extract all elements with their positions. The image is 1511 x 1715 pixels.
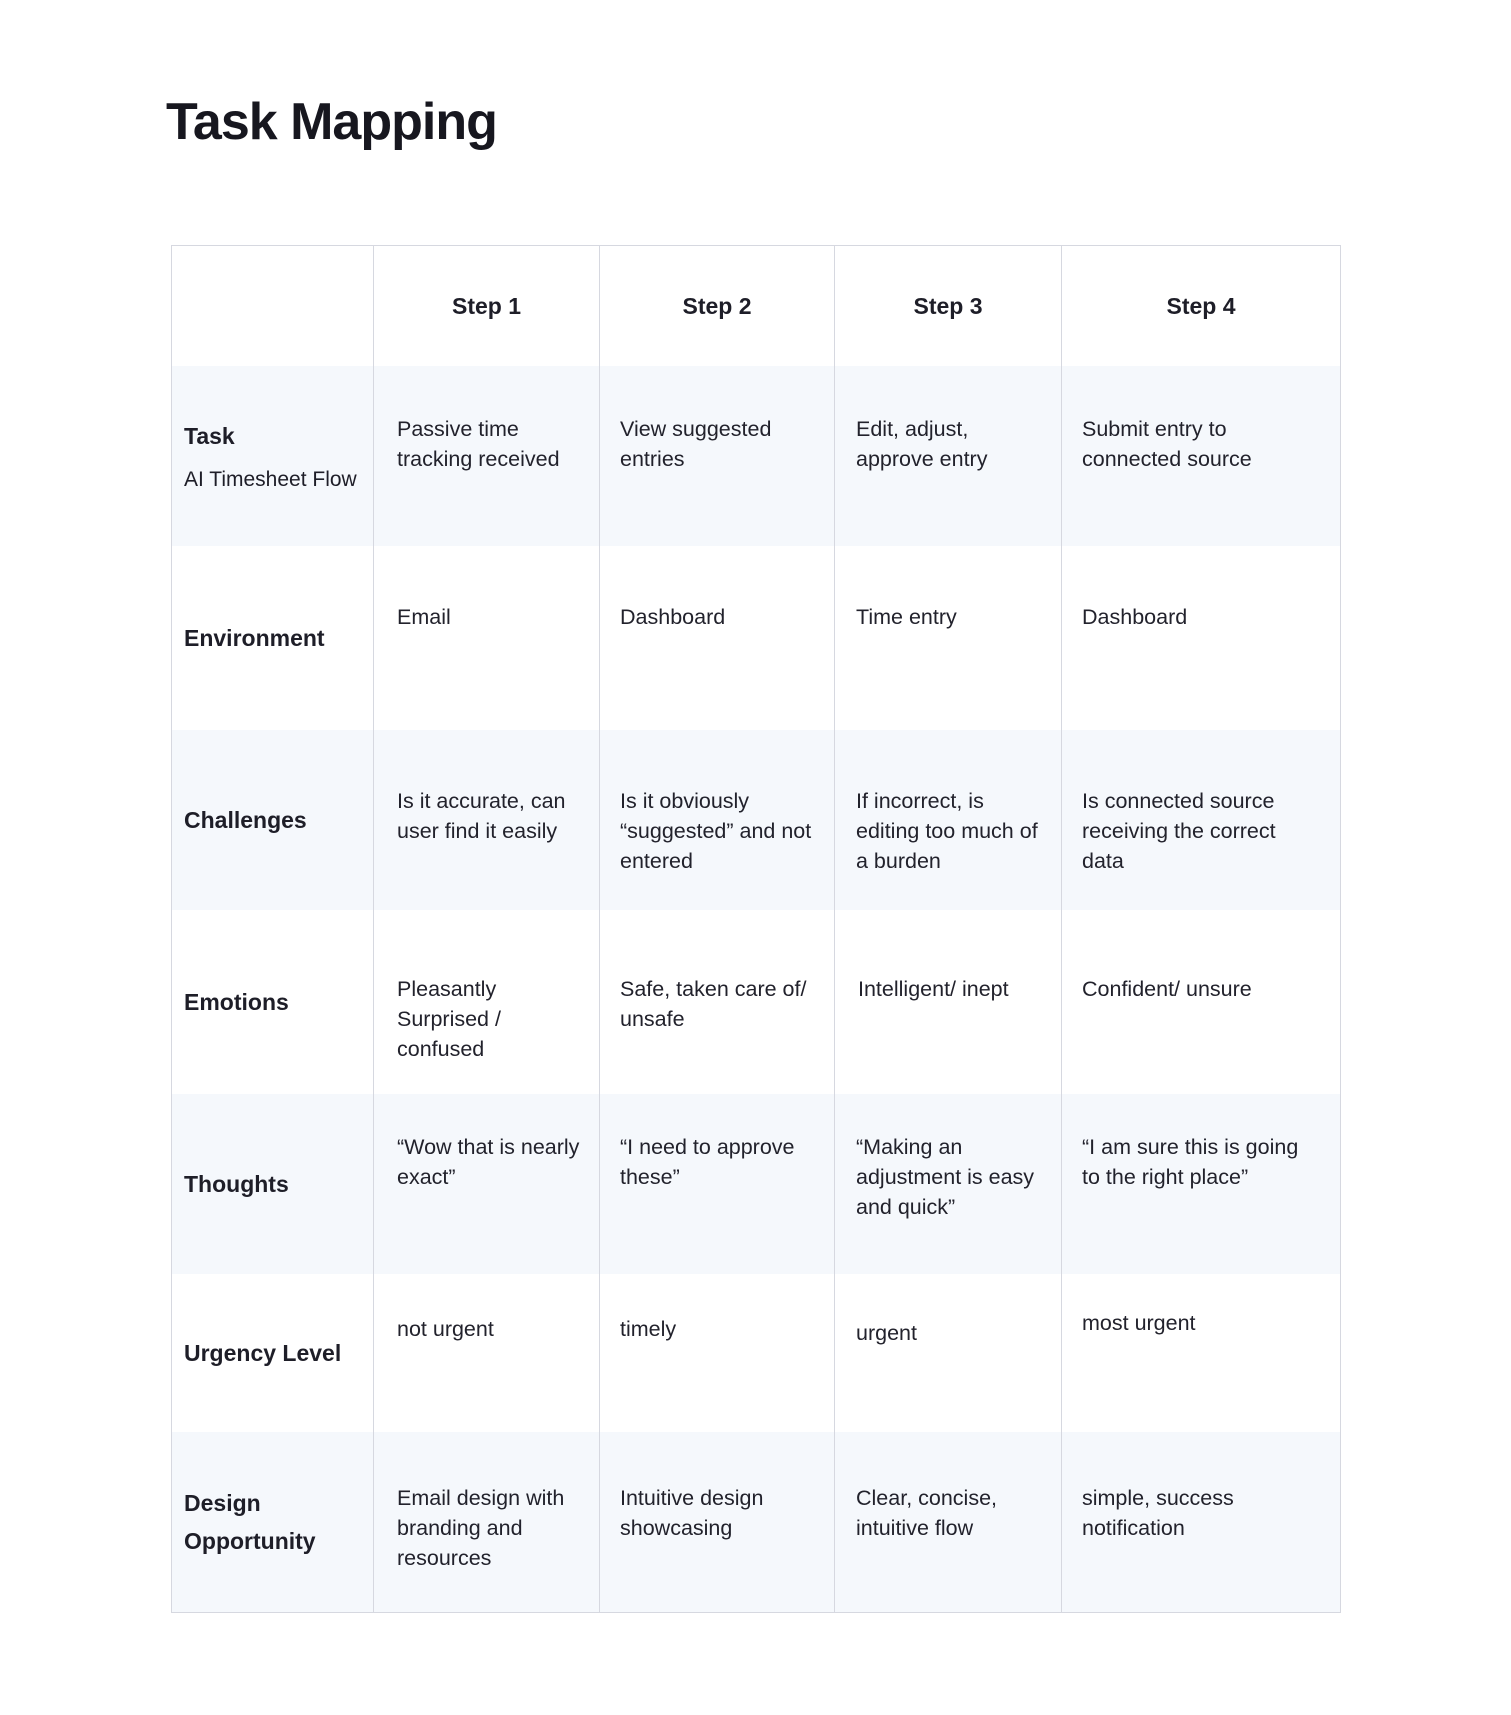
row-label-challenges: Challenges bbox=[172, 730, 374, 910]
environment-step-3-cell: Time entry bbox=[835, 546, 1062, 730]
urgency-step-1-cell: not urgent bbox=[374, 1274, 600, 1432]
row-label-environment: Environment bbox=[172, 546, 374, 730]
emotions-step-3-cell: Intelligent/ inept bbox=[835, 910, 1062, 1094]
challenges-step-4-cell: Is connected source receiving the correct data bbox=[1062, 730, 1341, 910]
row-label-urgency-level: Urgency Level bbox=[172, 1274, 374, 1432]
header-step-1: Step 1 bbox=[374, 246, 600, 367]
row-urgency-level bbox=[172, 1274, 1341, 1432]
row-label-emotions: Emotions bbox=[172, 910, 374, 1094]
design-step-3-cell: Clear, concise, intuitive flow bbox=[835, 1432, 1062, 1612]
row-label-thoughts: Thoughts bbox=[172, 1094, 374, 1274]
row-challenges bbox=[172, 730, 1341, 910]
row-thoughts bbox=[172, 1094, 1341, 1274]
thoughts-step-4-cell: “I am sure this is going to the right place” bbox=[1062, 1094, 1341, 1274]
challenges-step-2-cell: Is it obviously “suggested” and not entered bbox=[600, 730, 835, 910]
task-step-2-cell: View suggested entries bbox=[600, 366, 835, 546]
thoughts-step-2-cell: “I need to approve these” bbox=[600, 1094, 835, 1274]
header-corner-cell bbox=[172, 246, 374, 367]
emotions-step-2-cell: Safe, taken care of/ unsafe bbox=[600, 910, 835, 1094]
row-design-opportunity bbox=[172, 1432, 1341, 1612]
urgency-step-3-cell: urgent bbox=[835, 1274, 1062, 1432]
task-mapping-table bbox=[171, 245, 1341, 1613]
task-step-4-cell: Submit entry to connected source bbox=[1062, 366, 1341, 546]
task-step-3-cell: Edit, adjust, approve entry bbox=[835, 366, 1062, 546]
challenges-step-1-cell: Is it accurate, can user find it easily bbox=[374, 730, 600, 910]
design-step-4-cell: simple, success notification bbox=[1062, 1432, 1341, 1612]
row-label-text: Task bbox=[184, 423, 235, 449]
environment-step-4-cell: Dashboard bbox=[1062, 546, 1341, 730]
urgency-step-4-cell: most urgent bbox=[1062, 1274, 1341, 1432]
row-label-task bbox=[172, 366, 374, 546]
row-environment bbox=[172, 546, 1341, 730]
row-label-design-opportunity: Design Opportunity bbox=[172, 1432, 374, 1612]
header-step-2: Step 2 bbox=[600, 246, 835, 367]
environment-step-2-cell: Dashboard bbox=[600, 546, 835, 730]
urgency-step-2-cell: timely bbox=[600, 1274, 835, 1432]
row-sublabel-text: AI Timesheet Flow bbox=[184, 468, 357, 491]
thoughts-step-1-cell: “Wow that is nearly exact” bbox=[374, 1094, 600, 1274]
page-title: Task Mapping bbox=[166, 93, 497, 151]
header-row bbox=[172, 246, 1341, 367]
row-task bbox=[172, 366, 1341, 546]
design-step-2-cell: Intuitive design showcasing bbox=[600, 1432, 835, 1612]
header-step-4: Step 4 bbox=[1062, 246, 1341, 367]
row-emotions bbox=[172, 910, 1341, 1094]
environment-step-1-cell: Email bbox=[374, 546, 600, 730]
emotions-step-1-cell: Pleasantly Surprised / confused bbox=[374, 910, 600, 1094]
design-step-1-cell: Email design with branding and resources bbox=[374, 1432, 600, 1612]
task-step-1-cell: Passive time tracking received bbox=[374, 366, 600, 546]
challenges-step-3-cell: If incorrect, is editing too much of a burden bbox=[835, 730, 1062, 910]
emotions-step-4-cell: Confident/ unsure bbox=[1062, 910, 1341, 1094]
thoughts-step-3-cell: “Making an adjustment is easy and quick” bbox=[835, 1094, 1062, 1274]
header-step-3: Step 3 bbox=[835, 246, 1062, 367]
